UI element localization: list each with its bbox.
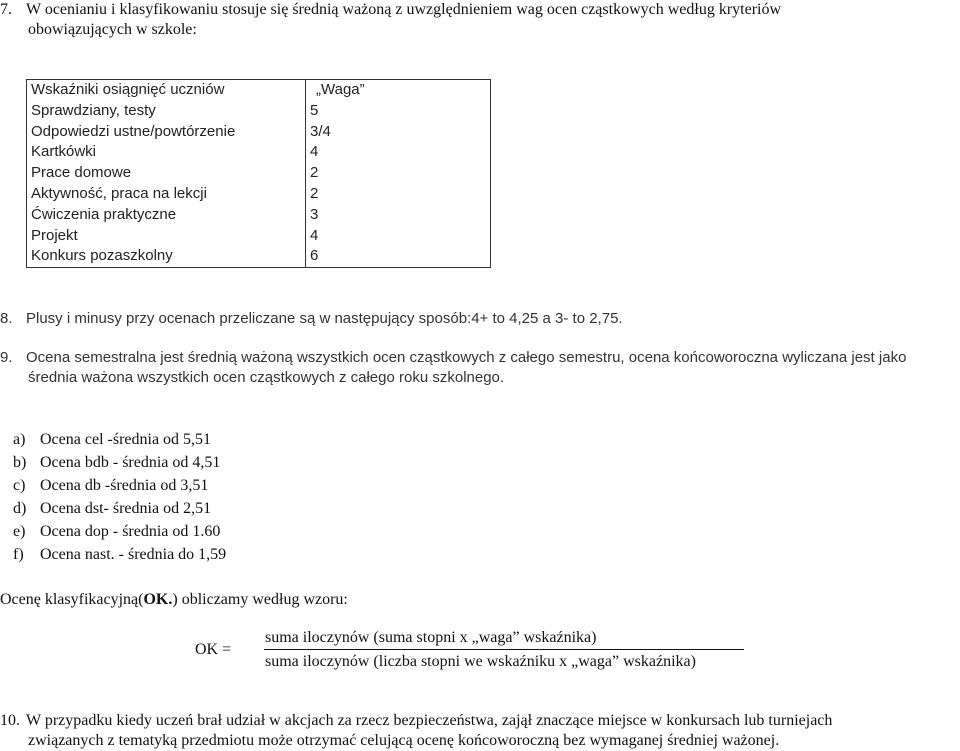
paragraph-10 [0, 711, 956, 751]
list-item [13, 497, 226, 520]
paragraph-number: 8. [0, 310, 13, 327]
table-row [27, 163, 491, 184]
row-weight: 5 [306, 101, 491, 122]
list-text: Ocena nast. - średnia do 1,59 [40, 546, 227, 563]
row-label: Projekt [27, 226, 306, 247]
row-label: Kartkówki [27, 142, 306, 163]
row-label: Ćwiczenia praktyczne [27, 205, 306, 226]
row-label: Prace domowe [27, 163, 306, 184]
row-weight: 4 [306, 226, 491, 247]
formula-intro-bold: OK. [143, 591, 173, 608]
table-header-label: Wskaźniki osiągnięć uczniów [27, 80, 306, 101]
table-row [27, 122, 491, 143]
formula-intro-after: ) obliczamy według wzoru: [172, 591, 348, 608]
paragraph-10-line-2: związanych z tematyką przedmiotu może otrzymać celującą ocenę końcoworoczną bez wymaganej średniej ważonej. [28, 732, 780, 749]
row-weight: 2 [306, 163, 491, 184]
row-weight: 3/4 [306, 122, 491, 143]
formula-intro-before: Ocenę klasyfikacyjną( [0, 591, 144, 608]
list-letter: b) [13, 454, 27, 471]
table-row [27, 205, 491, 226]
paragraph-9 [0, 348, 956, 388]
list-text: Ocena dop - średnia od 1.60 [40, 523, 221, 540]
weights-table [26, 79, 491, 268]
paragraph-9-line-1: Ocena semestralna jest średnią ważoną wszystkich ocen cząstkowych z całego semestru, ocena końcoworoczna wyliczana jest jako [26, 349, 907, 366]
list-text: Ocena bdb - średnia od 4,51 [40, 454, 221, 471]
list-text: Ocena db -średnia od 3,51 [40, 477, 209, 494]
table-header-weight: „Waga” [306, 80, 491, 101]
row-weight: 6 [306, 246, 491, 267]
row-label: Konkurs pozaszkolny [27, 246, 306, 267]
formula-lhs: OK = [195, 641, 232, 658]
grade-thresholds-list [13, 428, 226, 566]
list-item [13, 428, 226, 451]
list-letter: e) [13, 523, 26, 540]
paragraph-number: 7. [0, 1, 12, 18]
formula-denominator: suma iloczynów (liczba stopni we wskaźniku x „waga” wskaźnika) [265, 653, 696, 670]
paragraph-8 [0, 309, 623, 329]
list-item [13, 474, 226, 497]
list-text: Ocena dst- średnia od 2,51 [40, 500, 212, 517]
paragraph-8-text: Plusy i minusy przy ocenach przeliczane są w następujący sposób:4+ to 4,25 a 3- to 2,75. [26, 310, 623, 327]
row-label: Odpowiedzi ustne/powtórzenie [27, 122, 306, 143]
paragraph-9-line-2: średnia ważona wszystkich ocen cząstkowych z całego roku szkolnego. [28, 369, 505, 386]
list-item [13, 451, 226, 474]
paragraph-number: 9. [0, 349, 13, 366]
row-weight: 4 [306, 142, 491, 163]
row-label: Sprawdziany, testy [27, 101, 306, 122]
table-row [27, 246, 491, 267]
paragraph-7 [0, 0, 956, 40]
list-letter: c) [13, 477, 26, 494]
row-weight: 3 [306, 205, 491, 226]
paragraph-number: 10. [0, 712, 20, 729]
list-letter: f) [13, 546, 24, 563]
paragraph-7-line-1: W ocenianiu i klasyfikowaniu stosuje się średnią ważoną z uwzględnieniem wag ocen cząstkowych według kryteriów [26, 1, 782, 18]
list-letter: d) [13, 500, 27, 517]
table-header-row [27, 80, 491, 101]
table-row [27, 184, 491, 205]
list-letter: a) [13, 431, 26, 448]
row-weight: 2 [306, 184, 491, 205]
table-row [27, 226, 491, 247]
table-row [27, 101, 491, 122]
list-text: Ocena cel -średnia od 5,51 [40, 431, 212, 448]
formula-numerator: suma iloczynów (suma stopni x „waga” wskaźnika) [265, 629, 597, 646]
fraction-bar [264, 649, 744, 650]
row-label: Aktywność, praca na lekcji [27, 184, 306, 205]
paragraph-7-line-2: obowiązujących w szkole: [28, 21, 197, 38]
table-row [27, 142, 491, 163]
paragraph-10-line-1: W przypadku kiedy uczeń brał udział w akcjach za rzecz bezpieczeństwa, zajął znaczące miejsce w konkursach lub turniejach [26, 712, 833, 729]
formula-intro [0, 590, 348, 610]
list-item [13, 520, 226, 543]
list-item [13, 543, 226, 566]
